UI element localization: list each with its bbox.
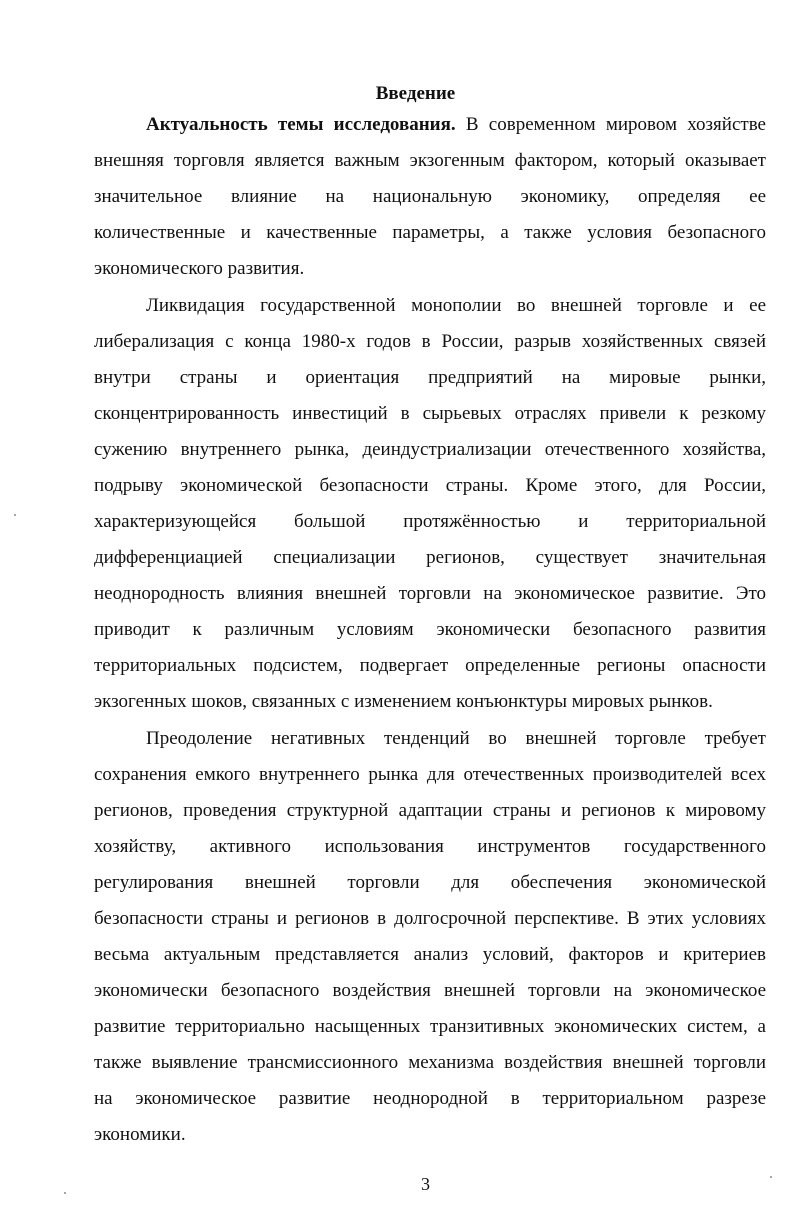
text-line: внутри страны и ориентация предприятий на мировые рынки, (94, 367, 766, 388)
scan-speck (14, 514, 16, 516)
scan-speck (770, 1176, 772, 1178)
text-line: Преодоление негативных тенденций во внешней торговле требует (146, 728, 766, 749)
text-line: характеризующейся большой протяжённостью и территориальной (94, 511, 766, 532)
text-line: сохранения емкого внутреннего рынка для отечественных производителей всех (94, 764, 766, 785)
text-line: подрыву экономической безопасности страны. Кроме этого, для России, (94, 475, 766, 496)
page-title: Введение (375, 83, 456, 104)
text-line: экономически безопасного воздействия внешней торговли на экономическое (94, 980, 766, 1001)
text-line: экономического развития. (94, 258, 305, 279)
text-line: сужению внутреннего рынка, деиндустриализации отечественного хозяйства, (94, 439, 766, 460)
text-line: развитие территориально насыщенных транзитивных экономических систем, а (94, 1016, 766, 1037)
text-line: приводит к различным условиям экономически безопасного развития (94, 619, 766, 640)
text-line: также выявление трансмиссионного механизма воздействия внешней торговли (94, 1052, 766, 1073)
text-line: регулирования внешней торговли для обеспечения экономической (94, 872, 766, 893)
text-line: значительное влияние на национальную экономику, определяя ее (94, 186, 766, 207)
text-line: Актуальность темы исследования. В современном мировом хозяйстве (146, 114, 766, 135)
text-line: внешняя торговля является важным экзогенным фактором, который оказывает (94, 150, 766, 171)
text-line: дифференциацией специализации регионов, существует значительная (94, 547, 766, 568)
text-line: неоднородность влияния внешней торговли на экономическое развитие. Это (94, 583, 766, 604)
text-line: количественные и качественные параметры, а также условия безопасного (94, 222, 766, 243)
text-line: экономики. (94, 1124, 186, 1145)
lead-in: Актуальность темы исследования. (146, 114, 456, 135)
text-line: Ликвидация государственной монополии во внешней торговле и ее (146, 295, 766, 316)
text-line: территориальных подсистем, подвергает определенные регионы опасности (94, 655, 766, 676)
text-line: хозяйству, активного использования инструментов государственного (94, 836, 766, 857)
page-number: 3 (421, 1174, 430, 1194)
text-line: экзогенных шоков, связанных с изменением конъюнктуры мировых рынков. (94, 691, 713, 712)
text-line: безопасности страны и регионов в долгосрочной перспективе. В этих условиях (94, 908, 766, 929)
text-line: сконцентрированность инвестиций в сырьевых отраслях привели к резкому (94, 403, 766, 424)
text-line: на экономическое развитие неоднородной в территориальном разрезе (94, 1088, 766, 1109)
text-line: либерализация с конца 1980-х годов в России, разрыв хозяйственных связей (94, 331, 766, 352)
scan-speck (64, 1192, 66, 1194)
text-line: регионов, проведения структурной адаптации страны и регионов к мировому (94, 800, 766, 821)
text-line: весьма актуальным представляется анализ условий, факторов и критериев (94, 944, 766, 965)
